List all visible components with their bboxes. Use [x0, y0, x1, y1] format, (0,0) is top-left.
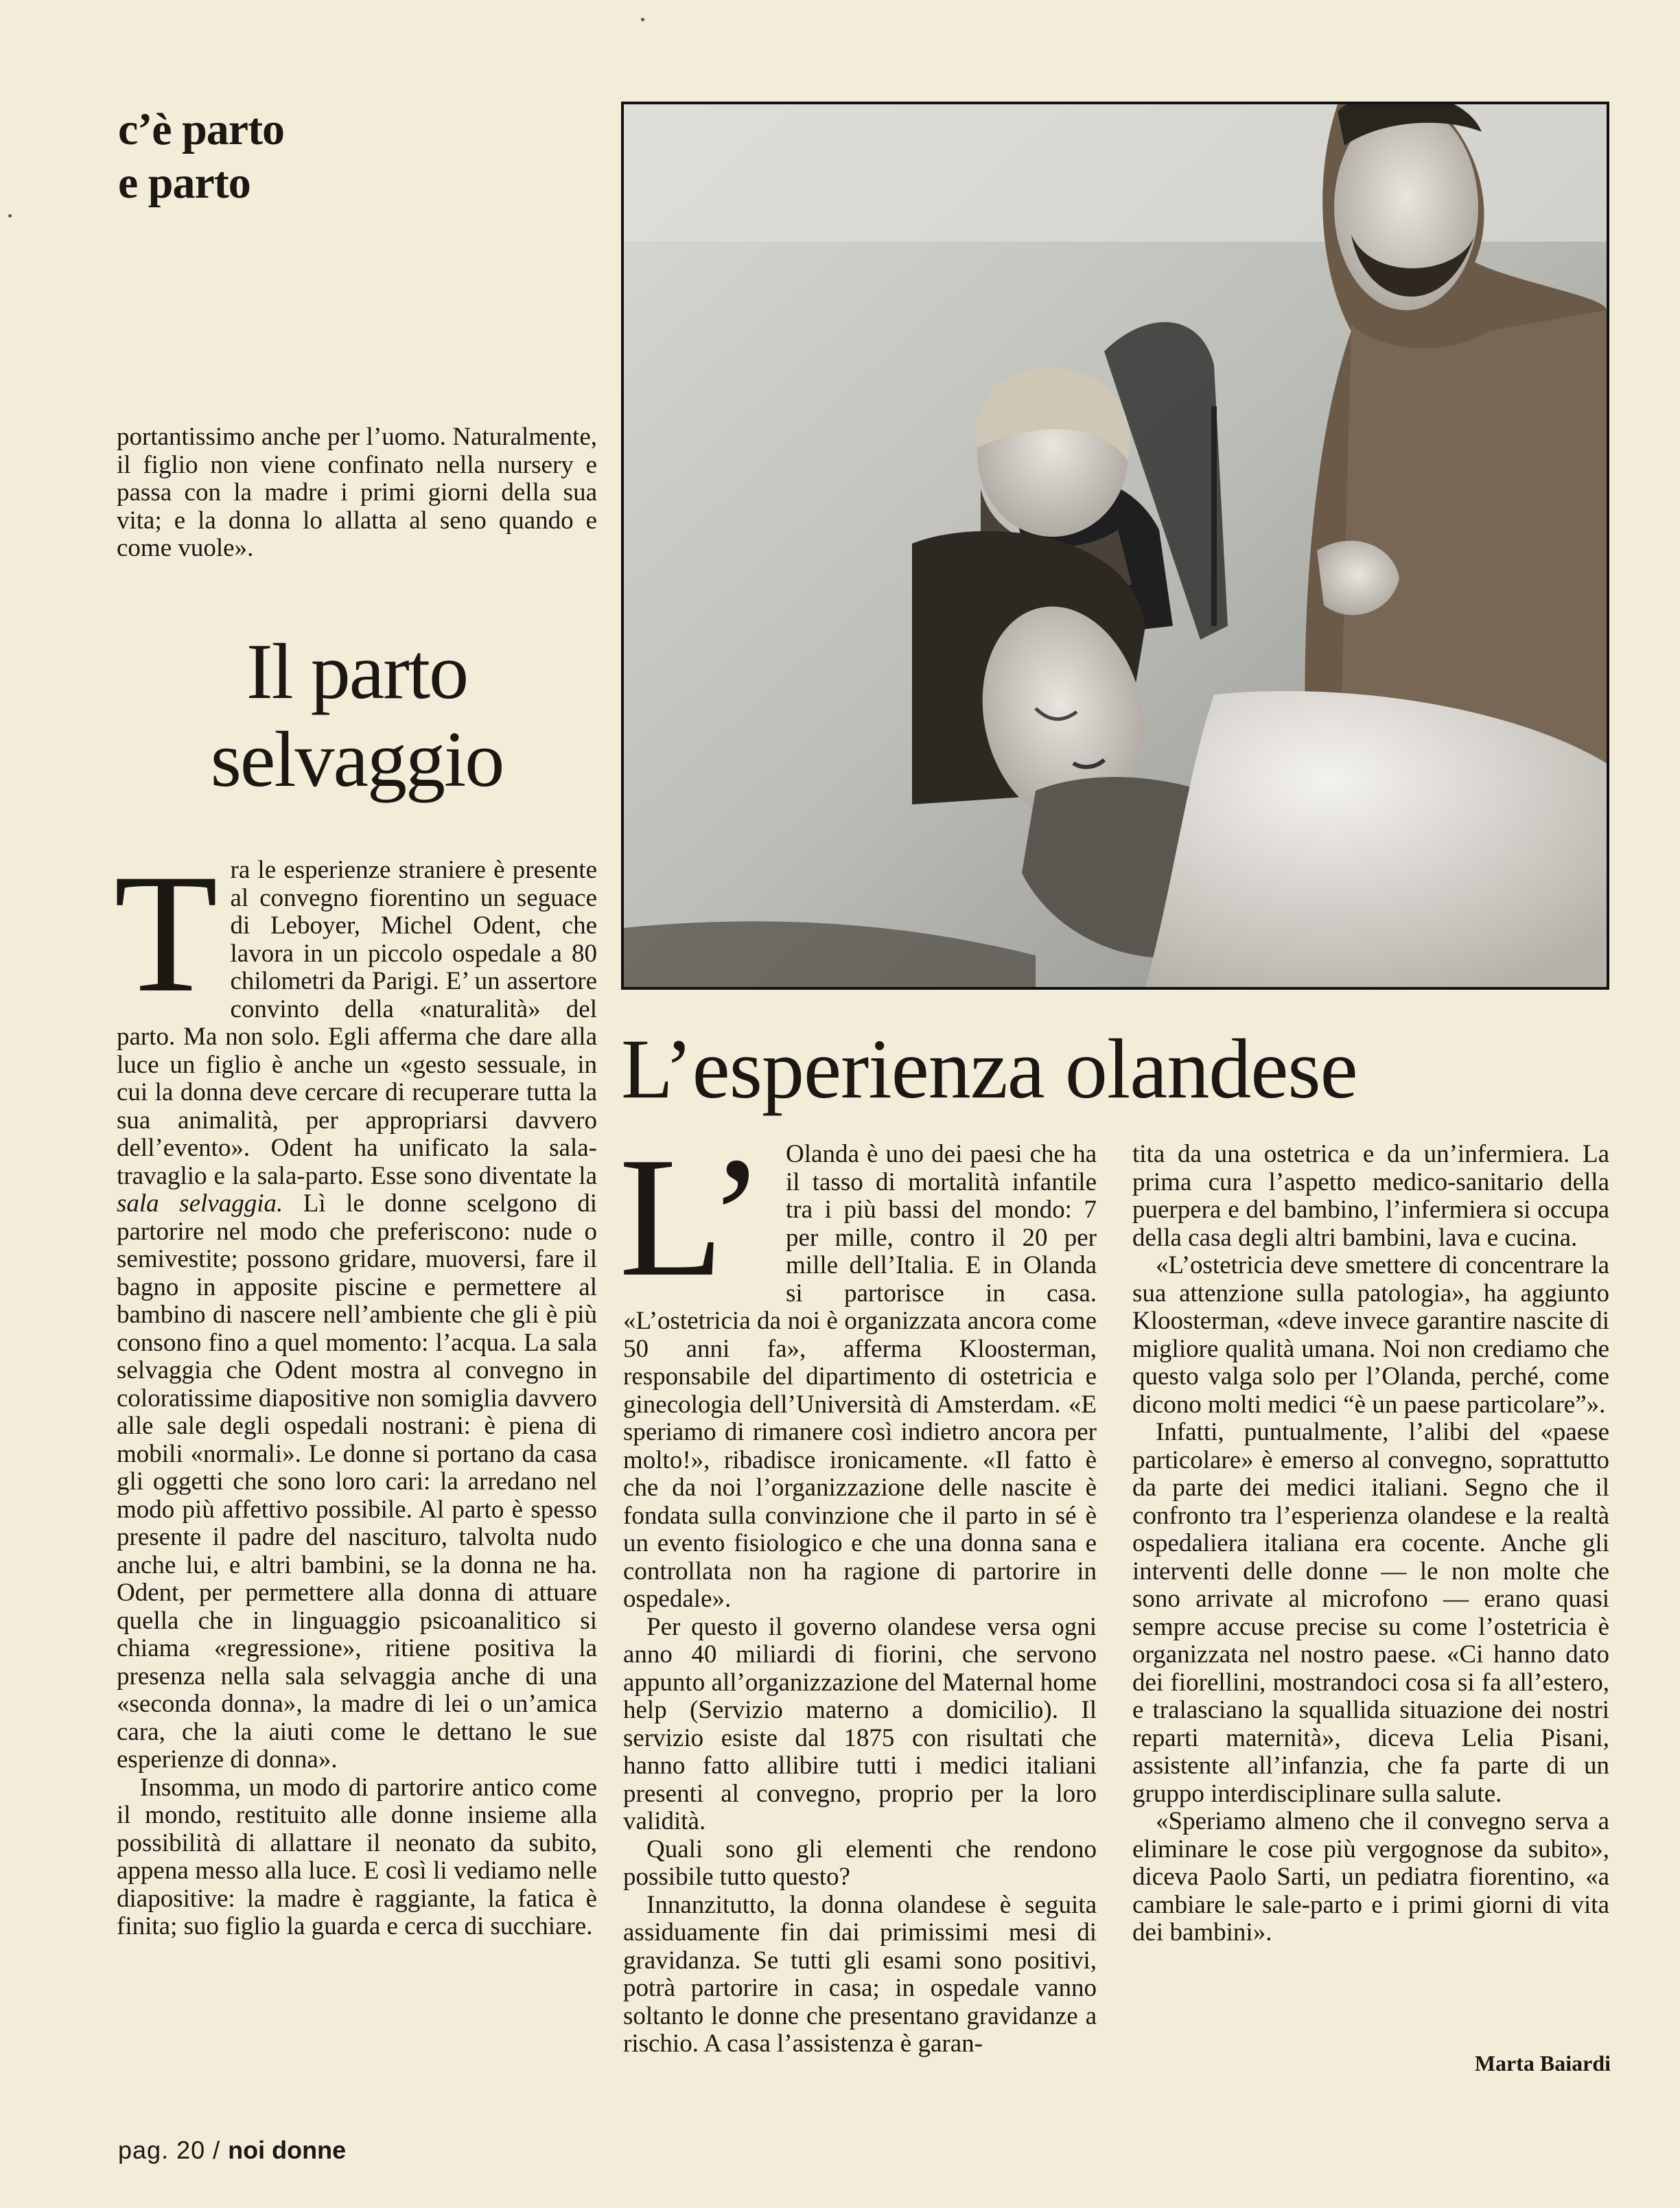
- title-line-2: selvaggio: [210, 716, 504, 804]
- lead-text: portantissimo anche per l’uomo. Naturalmente, il figlio non viene confinato nella nursery e passa con la madre i primi giorni della sua vita; e la donna lo allatta al seno quando e come vuole».: [117, 423, 597, 562]
- paragraph-1-end: Lì le donne scelgono di partorire nel modo che preferiscono: nude o semivestite; possono gridare, muoversi, fare il bagno in apposite piscine e permettere al bambino di nascere nell’ambiente che gli è più consono fino a quel momento: l’acqua. La sala selvaggia che Odent mostra al convegno in coloratissime diapositive non somiglia davvero alle sale degli ospedali nostrani: è piena di mobili «normali». Le donne si portano da casa gli oggetti che sono loro cari: la arredano nel modo più affettivo possibile. Al parto è spesso presente il padre del nascituro, talvolta nudo anche lui, e altri bambini, se la donna ne ha. Odent, per permettere alla donna di attuare quella che in linguaggio psicoanalitico si chiama «regressione», ritiene positiva la presenza nella sala selvaggia anche di una «seconda donna», la madre di lei o un’amica cara, che la aiuti come le dettano le sue esperienze di donna».: [117, 1189, 598, 1774]
- article-title-2: L’esperienza olandese: [621, 1022, 1357, 1116]
- author-signature: Marta Baiardi: [1474, 2051, 1611, 2076]
- article-column-2: [619, 1122, 1097, 2058]
- paragraph-1: ra le esperienze straniere è presente al convegno fiorentino un seguace di Leboyer, Michel Odent, che lavora in un piccolo ospedale a 80 chilometri da Parigi. E’ un assertore convinto della «naturalità» del parto. Ma non solo. Egli afferma che dare alla luce un figlio è anche un «gesto sessuale, in cui la donna deve cercare di recuperare tutta la sua animalità, per appropriarsi davvero dell’evento». Odent ha unificato la sala-travaglio e la sala-parto. Esse sono diventate la: [117, 856, 597, 1190]
- paragraph: Per questo il governo olandese versa ogni anno 40 miliardi di fiorini, che servono appunto all’organizzazione del Maternal home help (Servizio materno a domicilio). Il servizio esiste dal 1875 con risultati che hanno fatto allibire tutti i medici italiani presenti al convegno, proprio per la loro validità.: [623, 1612, 1097, 1835]
- paragraph: Infatti, puntualmente, l’alibi del «paese particolare» è emerso al convegno, soprattutto da parte dei medici italiani. Segno che il confronto tra l’esperienza olandese e la realtà ospedaliera italiana era cocente. Anche gli interventi delle donne — le non molte che sono arrivate al microfono — erano quasi sempre accuse precise su come l’ostetricia è organizzata nel nostro paese. «Ci hanno dato dei fiorellini, mostrandoci cosa si fa all’estero, e tralasciano la squallida situazione dei nostri reparti maternità», diceva Lelia Pisani, assistente all’infanzia, che fa parte di un gruppo interdisciplinare sulla salute.: [1132, 1418, 1609, 1808]
- page-speck: [641, 18, 644, 21]
- kicker-line-2: e parto: [118, 158, 250, 208]
- paragraph: Innanzitutto, la donna olandese è seguita assiduamente fin dai primissimi mesi di gravidanza. Se tutti gli esami sono positivi, potrà partorire in casa; in ospedale vanno soltanto le donne che presentano gravidanze a rischio. A casa l’assistenza è garan-: [623, 1890, 1097, 2058]
- article-column-1: [114, 839, 598, 1941]
- paragraph: «Speriamo almeno che il convegno serva a eliminare le cose più vergognose da subito», diceva Paolo Sarti, un pediatra fiorentino, «a cambiare le sale-parto e i primi giorni di vita dei bambini».: [1132, 1807, 1609, 1946]
- italic-phrase: sala selvaggia.: [117, 1189, 283, 1218]
- paragraph: Olanda è uno dei paesi che ha il tasso di mortalità infantile tra i più bassi del mondo: 7 per mille, contro il 20 per mille dell’Italia. E in Olanda si partorisce in casa. «L’ostetricia da noi è organizzata ancora come 50 anni fa», afferma Kloosterman, responsabile del dipartimento di ostetricia e ginecologia dell’Università di Amsterdam. «E speriamo di rimanere così indietro ancora per molto!», ribadisce ironicamente. «Il fatto è che da noi l’organizzazione delle nascite è fondata sulla convinzione che il parto in sé è un evento fisiologico e che una donna sana e controllata non ha ragione di partorire in ospedale».: [623, 1140, 1097, 1613]
- page-number: pag. 20 /: [118, 2136, 221, 2164]
- drop-cap: T: [114, 839, 218, 1027]
- title-line-1: Il parto: [246, 628, 468, 716]
- photograph-family: [621, 102, 1609, 990]
- drop-cap: L’: [619, 1122, 766, 1312]
- paragraph: «L’ostetricia deve smettere di concentrare la sua attenzione sulla patologia», ha aggiunto Kloosterman, «deve invece garantire nascite di migliore qualità umana. Noi non crediamo che questo valga solo per l’Olanda, perché, come dicono molti medici “è un paese particolare”».: [1132, 1251, 1609, 1419]
- article-column-3: [1132, 1141, 1609, 1947]
- section-kicker: [118, 103, 406, 210]
- kicker-line-1: c’è parto: [118, 104, 285, 154]
- magazine-brand: noi donne: [228, 2136, 347, 2164]
- article-title-1: [117, 628, 597, 804]
- paragraph-2: Insomma, un modo di partorire antico come il mondo, restituito alle donne insieme alla possibilità di allattare il neonato da subito, appena messo alla luce. E così li vediamo nelle diapositive: la madre è raggiante, la fatica è finita; suo figlio la guarda e cerca di succhiare.: [117, 1773, 597, 1940]
- page-speck: [8, 214, 12, 218]
- paragraph: tita da una ostetrica e da un’infermiera. La prima cura l’aspetto medico-sanitario della puerpera e del bambino, l’infermiera si occupa della casa degli altri bambini, lava e cucina.: [1132, 1140, 1609, 1252]
- photo-illustration: [624, 104, 1607, 987]
- paragraph: Quali sono gli elementi che rendono possibile tutto questo?: [623, 1835, 1097, 1891]
- page-footer: [118, 2136, 346, 2165]
- lead-paragraph: [117, 423, 597, 563]
